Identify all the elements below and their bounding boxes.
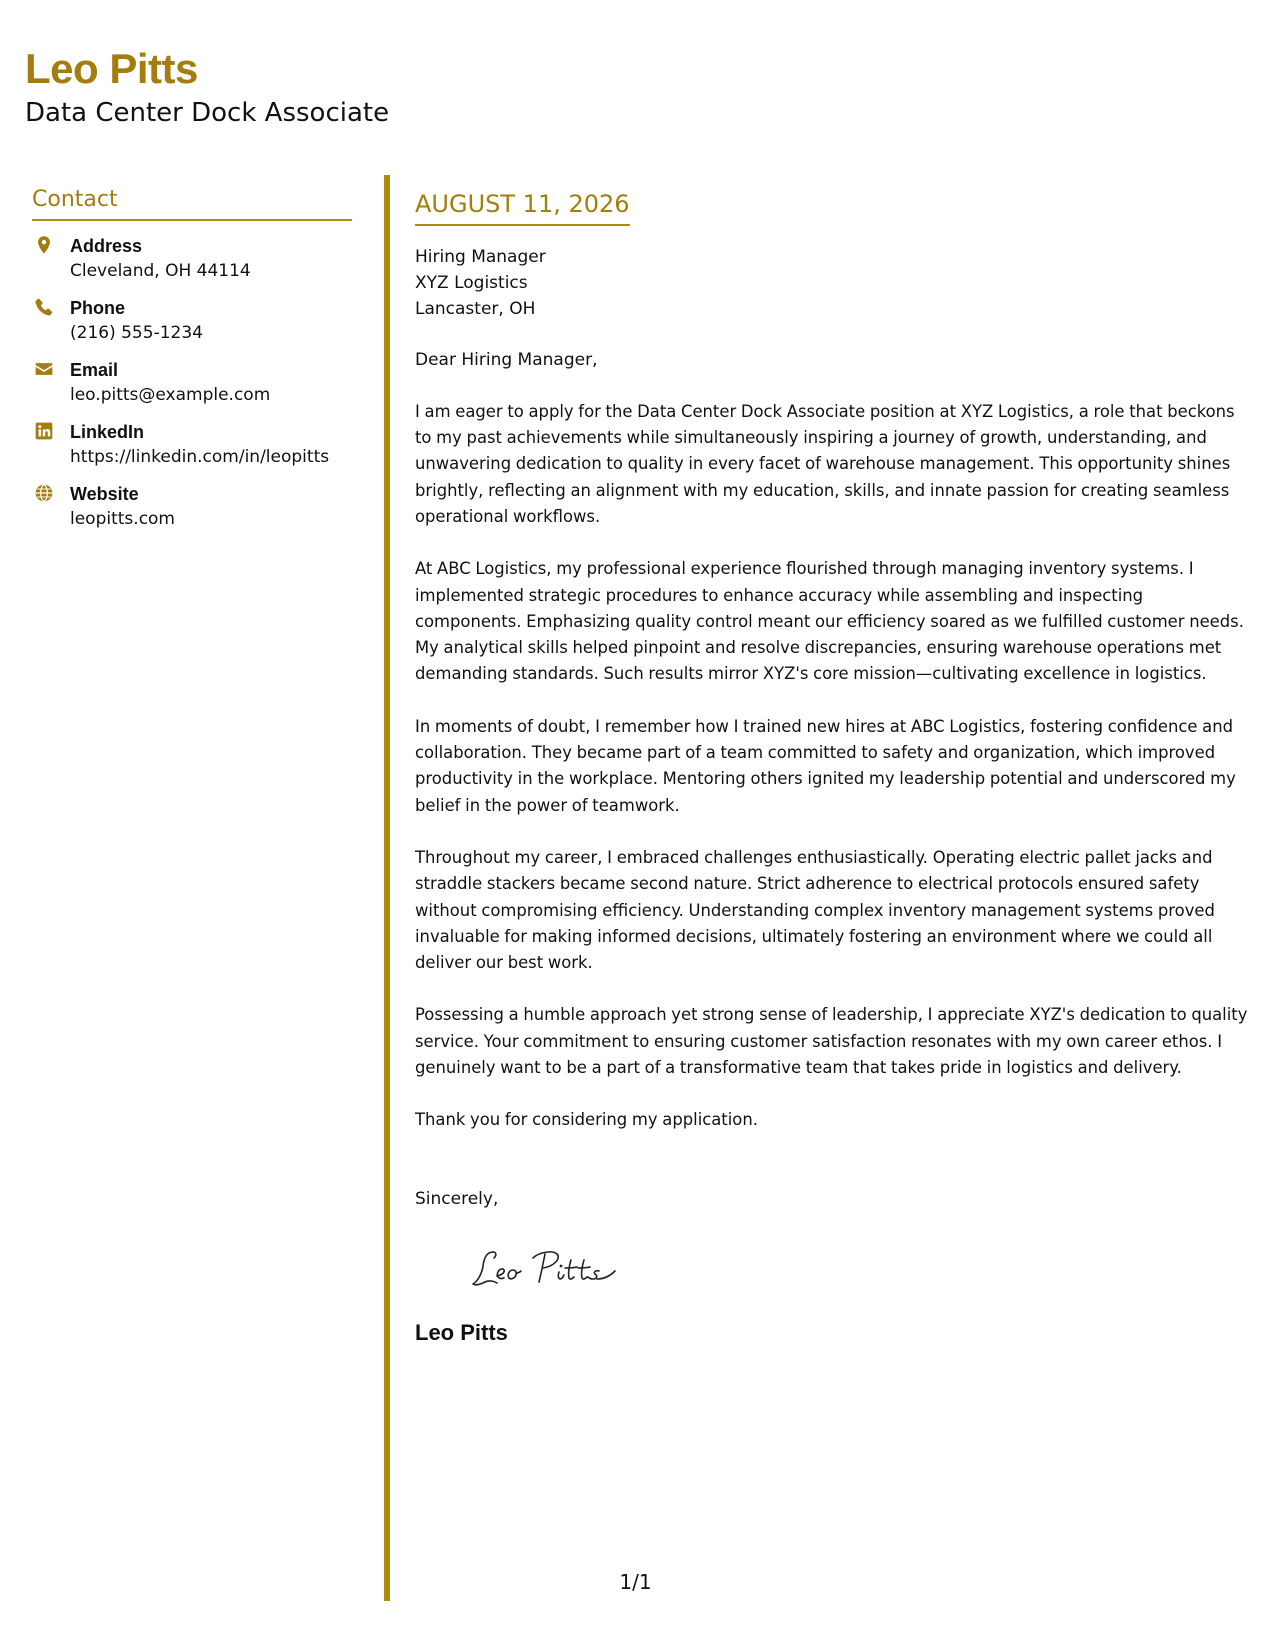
cover-letter-body [415,190,1253,1346]
phone-icon [34,297,54,317]
signer-name: Leo Pitts [415,1319,508,1345]
contact-label: LinkedIn [70,421,145,442]
contact-label: Phone [70,297,126,318]
body-paragraph: Possessing a humble approach yet strong sense of leadership, I appreciate XYZ's dedication to quality service. Your commitment to ensuring customer satisfaction resonates with my own career ethos. I genuinely want to be a part of a transformative team that takes pride in logistics and delivery. [415,1005,1248,1078]
handwritten-signature [467,1238,1253,1298]
recipient-block [415,244,1253,322]
contact-label: Website [70,483,139,504]
contact-sidebar [32,186,352,543]
recipient-line: XYZ Logistics [415,272,528,293]
recipient-line: Hiring Manager [415,246,546,267]
contact-label: Address [70,235,143,256]
map-pin-icon [34,235,54,255]
body-paragraph: In moments of doubt, I remember how I trained new hires at ABC Logistics, fostering confidence and collaboration. They became part of a team committed to safety and organization, which improved productivity in the workplace. Mentoring others ignited my leadership potential and underscored my belief in the power of teamwork. [415,716,1236,815]
page-number-text: 1/1 [619,1570,652,1594]
linkedin-link[interactable]: https://linkedin.com/in/leopitts [70,446,330,467]
website-link[interactable]: leopitts.com [70,508,175,529]
contact-item-linkedin [32,419,352,469]
envelope-icon [34,359,54,379]
letter-date: AUGUST 11, 2026 [415,190,630,226]
contact-value: leo.pitts@example.com [70,384,271,405]
contact-item-address [32,233,352,283]
contact-heading: Contact [32,186,352,221]
job-title: Data Center Dock Associate [25,98,390,128]
applicant-name: Leo Pitts [25,45,198,92]
page-number [0,1570,1275,1594]
contact-value: (216) 555-1234 [70,322,203,343]
signature-image [467,1238,637,1298]
contact-value: Cleveland, OH 44114 [70,260,251,281]
salutation: Dear Hiring Manager, [415,349,598,370]
recipient-line: Lancaster, OH [415,298,536,319]
body-paragraph: At ABC Logistics, my professional experience flourished through managing inventory systems. I implemented strategic procedures to enhance accuracy while assembling and inspecting components. Emphasizing quality control meant our efficiency soared as we fulfilled customer needs. My analytical skills helped pinpoint and resolve discrepancies, ensuring warehouse operations met demanding standards. Such results mirror XYZ's core mission—cultivating excellence in logistics. [415,559,1244,684]
contact-item-phone [32,295,352,345]
contact-label: Email [70,359,119,380]
closing-word: Sincerely, [415,1188,499,1209]
body-paragraph: I am eager to apply for the Data Center Dock Associate position at XYZ Logistics, a role that beckons to my past achievements while simultaneously inspiring a journey of growth, understanding, and unwavering dedication to quality in every facet of warehouse management. This opportunity shines brightly, reflecting an alignment with my education, skills, and innate passion for creating seamless operational workflows. [415,401,1235,526]
body-paragraph: Throughout my career, I embraced challenges enthusiastically. Operating electric pallet jacks and straddle stackers became second nature. Strict adherence to electrical protocols ensured safety without compromising efficiency. Understanding complex inventory management systems proved invaluable for making informed decisions, ultimately fostering an environment where we could all deliver our best work. [415,847,1215,973]
closing-paragraph: Thank you for considering my application. [415,1110,758,1130]
globe-icon [34,483,54,503]
contact-item-website [32,481,352,531]
linkedin-icon [34,421,54,441]
contact-item-email [32,357,352,407]
vertical-divider [384,175,390,1601]
